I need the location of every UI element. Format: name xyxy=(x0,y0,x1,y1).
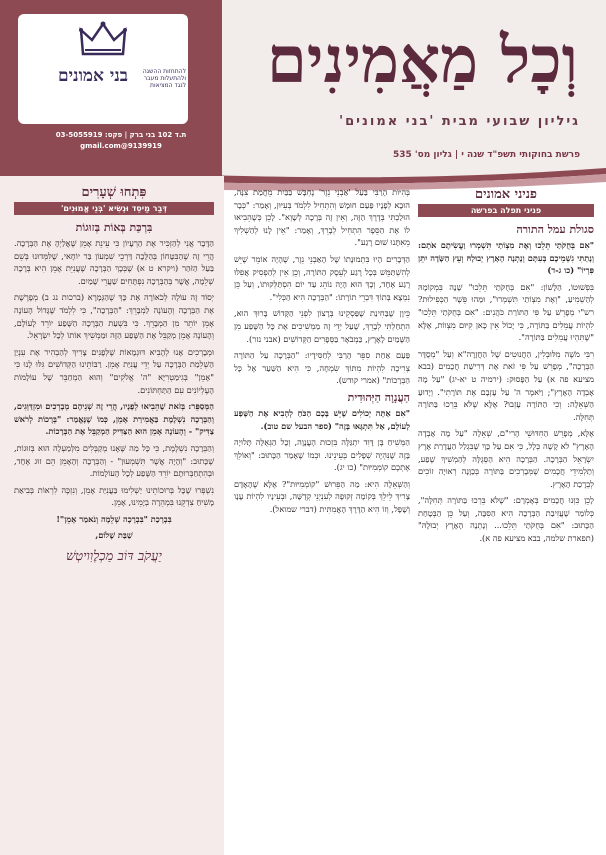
logo xyxy=(18,14,188,124)
contact-info xyxy=(28,130,214,152)
crown-icon xyxy=(78,20,128,60)
paragraph: כֵּיוָן שֶׁבַּחִינַת שֶׁפַּסְקֵינוּ בְּרָצוֹן לִפְנֵי הַקָּדוֹשׁ בָּרוּךְ הוּא, הִתְחַלְתִּי לְבָרֵךְ, שֶׁעַל יְדֵי זֶה מַמְשִׁיכִים אֶת כָּל הַשֶּׁפַע מִן הַשָּׁמַיִם לָאָרֶץ, כַּמְבֹאָר בַּסְּפָרִים הַקְּדוֹשִׁים (אבני נזר). xyxy=(234,308,410,344)
paragraph: "אִם אַתָּה יְכוֹלִים שֶׁיֵּשׁ בָּכֶם הַכֹּחַ לְהָבִיא אֶת הַשֶּׁפַע לָעוֹלָם, אַל תִּתְגָּאוּ בָּזֶה" (ספר הבעל שם טוב). xyxy=(234,407,410,431)
column-left xyxy=(0,176,224,855)
section-title: פִּתְחוּ שְׁעָרִים xyxy=(81,185,147,200)
paragraph: לָכֵן כִּוְּנוּ חֲכָמִים בְּאָמְרָם: "שֶׁלֹּא בֵּרְכוּ בַּתּוֹרָה תְּחִלָּה", כְּלוֹמַר שֶׁעֲזִיבַת הַבְּרָכָה הִיא הַסִּבָּה, וְעַל כֵּן הַבְּטָחַת הַכָּתוּב: "אִם בְּחֻקֹּתַי תֵּלֵכוּ... וְנָתְנָה הָאָרֶץ יְבוּלָהּ" (תפארת שלמה, בבא מציעא פה א). xyxy=(418,495,594,544)
paragraph: הַדְּבָרִים הָיוּ בִּתְמוּנָתוֹ שֶׁל הָאַבְנֵי נֵזֶר, שֶׁהָיָה אוֹמֵר שֶׁיֵּשׁ לְהִשְׁתַּמֵּשׁ בְּכָל רֶגַע לְעֵסֶק הַתּוֹרָה, וְכֵן אֵין לְהַפְסִיק אֲפִלּוּ רֶגַע אֶחָד, וְכָךְ הוּא הָיָה נוֹהֵג עַד יוֹם הִסְתַּלְּקוּתוֹ, וְעַל כֵּן נִמְצָא בְּתוֹךְ דִּבְרֵי תוֹרָתוֹ: "הַבְּרָכָה הִיא הַכְּלִי". xyxy=(234,253,410,302)
paragraph: וּמְבָרְכִים אָנוּ לְהָבִיא דּוּגְמָאוֹת שֶׁלְּפָנִים צָרִיךְ לְהַבְהִיר אֶת עִנְיַן הַשְׁלֵמַת הַבְּרָכָה עַל יְדֵי עֲנִיַּת אָמֵן. רַבּוֹתֵינוּ הַקְּדוֹשִׁים גִּלּוּ לָנוּ כִּי "אָמֵן" בְּגִימַטְרִיָּא "ה' אֱלֹקִים" וְהוּא הַמְחַבֵּר שֶׁל עוֹלָמוֹת הָעֶלְיוֹנִים עִם הַתַּחְתּוֹנִים. xyxy=(14,346,214,395)
paragraph: "אִם בְּחֻקֹּתַי תֵּלֵכוּ וְאֶת מִצְוֹתַי תִּשְׁמְרוּ וַעֲשִׂיתֶם אֹתָם: וְנָתַתִּי גִשְׁמֵיכֶם בְּעִתָּם וְנָתְנָה הָאָרֶץ יְבוּלָהּ וְעֵץ הַשָּׂדֶה יִתֵּן פִּרְיוֹ" (כו ג-ד) xyxy=(418,240,594,276)
paragraph: יְסוֹד זֶה עוֹלֶה לְכֹאוֹרָה אֶת כָּךְ שֶׁהַגְּמָרָא (ברכות נג ב) מְפָרֶשֶׁת אֶת הַבְּרָכָה וְהָעוֹנֶה לַמְבָרֵךְ: "הַבְּרָכָה", כִּי לִלְמֹד שֶׁגָּדוֹל הָעוֹנֶה אָמֵן יוֹתֵר מִן הַמְבָרֵךְ. כִּי בִּשְׁעַת הַבְּרָכָה הַשֶּׁפַע יוֹרֵד לָעוֹלָם, וְהָעוֹנֶה אָמֵן מְקַבֵּל אֶת הַשֶּׁפַע הַזֶּה וּמַמְשִׁיךְ אוֹתוֹ לְכָל יִשְׂרָאֵל. xyxy=(14,292,214,341)
article-heading: בִּרְכַּת בְּאוֹת בְּזוּגוֹת xyxy=(75,221,153,234)
logo-tagline: להתחזות ההשגה ולהתעלות מעבר לנגד המציאות xyxy=(142,68,186,89)
section-band: דְּבַר מַיסֵד וּנְשִׂיא 'בְּנֵי אֱמוּנִים' xyxy=(14,202,214,215)
contact-email[interactable]: 9139919@gmail.com xyxy=(80,142,162,150)
column-right xyxy=(418,186,594,846)
masthead-subtitle: גיליון שבועי מבית 'בני אמונים' xyxy=(339,114,580,129)
masthead xyxy=(248,16,578,110)
paragraph: וְהַבְּרָכָה נִשְׁלֶמֶת, כִּי כָּל מַה שֶּׁאָנוּ מְקַבְּלִים מִלְּמַעְלָה הוּא בְּזוּגוֹת, שֶׁכָּתוּב: "וְהָיָה אֲשֶׁר תִּשְׁמְעוּן" - וְהַבְּרָכָה וְהָאָמֵן הֵם זוּג אֶחָד, וּבְהִתְחַבְּרוּתָם יוֹרֵד הַשֶּׁפַע לְכָל הָעוֹלָמוֹת. xyxy=(14,442,214,479)
issue-line: פרשת בחוקותי תשפ"ד שנה י | גליון מס' 535 xyxy=(392,150,580,160)
paragraph: נִשְׁפְּרוּ שֶׁכָּל בְּרוּכוֹתֵינוּ יַשְׁלִימוּ בַּעֲנִיַּת אָמֵן, וְנִזְכֶּה לִרְאוֹת בְּבִיאַת מָשִׁיחַ צִדְקֵנוּ בִּמְהֵרָה בְיָמֵינוּ, אָמֵן. xyxy=(14,484,214,508)
greeting: שַׁבַּת שָׁלוֹם, xyxy=(95,530,133,541)
paragraph: אֶלָּא, מְפָרֵשׁ הַחִדּוּשֵׁי הָרִי"ם, שְׁאֵלָה "עַל מָה אָבְדָה הָאָרֶץ" לֹא קָשָׁה כְּלָל, כִּי אִם עַל כָּךְ שֶׁבִּגְלַל הַעֲדָרַת אֶרֶץ יִשְׂרָאֵל הַבְּרָכָה. הַבְּרָכָה הִיא הַסְּגֻלָּה לְהַמְשִׁיךְ שֶׁפַע, וְתַלְמִידֵי חֲכָמִים שֶׁמְּבָרְכִים בַּתּוֹרָה בְּכַוָּנָה רְאוּיָה זוֹכִים לְבְרָכַת הָאָרֶץ. xyxy=(418,428,594,489)
column-middle xyxy=(234,186,410,846)
masthead-title: וְכָל מַאֲמִינִים xyxy=(266,23,578,98)
paragraph: בִּפְשׁוּטוֹ, הַלָּשׁוֹן: "אִם בְּחֻקֹּתַי תֵּלֵכוּ" שָׁנָה בִּמְקוֹמָהּ לְהַשְׁמִיעַ, "וְאֶת מִצְוֹתַי תִּשְׁמְרוּ", וּמַהוּ פֵּשֶׁר הַכְּפִילוּת? רש"י מְפָרֵשׁ עַל פִּי הַתּוֹרַת כֹּהֲנִים: "אִם בְּחֻקֹּתַי תֵּלֵכוּ" לִהְיוֹת עֲמֵלִים בַּתּוֹרָה, כִּי יָכוֹל אֵין כָּאן קִיּוּם מִצְווֹת, אֶלָּא "שֶׁתִּהְיוּ עֲמֵלִים בַּתּוֹרָה". xyxy=(418,281,594,343)
paragraph: הַמְּסַפֵּר: בְּזֹאת שֶׁהֵבִיאוּ לְפָנָיו, הֲרֵי זֶה שְׁנֵיהֶם מְבָרְכִים וּמִזְדַּוְּגִים, וְהַבְּרָכָה נִשְׁלֶמֶת בַּאֲמִירַת אָמֵן, כְּמוֹ שֶׁנֶּאֱמַר: "בְּרָכוֹת לְרֹאשׁ צַדִּיק" - וְהָעוֹנֶה אָמֵן הוּא הַצַּדִּיק הַמְקַבֵּל אֶת הַבְּרָכוֹת. xyxy=(14,401,214,437)
signature: יַעֲקֹב דּוֹב מַכְלֶוִויטְשׁ xyxy=(66,549,162,565)
contact-phone: ת.ד 102 בני ברק | פקס: 03-5055919 xyxy=(55,131,187,139)
paragraph: רִבִּי מֹשֶׁה מִלּוּבְלִין, הַחֲנוּטִים שֶׁל הַחֲזָרָה"א וְעַל "מְסֻדָּר הַבְּרָכָה", מְפָרֵשׁ עַל פִּי זֹאת אֶת דְּרִישַׁת חֲכָמִים (בבא מציעא פה א) עַל הַפָּסוּק: (ירמיה ט יא-יג) "עַל מָה אָבְדָה הָאָרֶץ"; וַיֹּאמֶר ה' עַל עָזְבָם אֶת תּוֹרָתִי". וְיָדוּעַ הַשְּׁאֵלָה: וְכִי הַתּוֹרָה עָזְבוּ? אֶלָּא שֶׁלֹּא בֵּרְכוּ בַּתּוֹרָה תְּחִלָּה. xyxy=(418,348,594,422)
section-band: פניני תפלה בפרשה xyxy=(418,204,594,217)
section-title: פניני אמונים xyxy=(475,187,537,202)
paragraph: בְּהִיּוֹת הָרַבִּי בַּעַל 'אַבְנֵי נֵזֶר' נֶחְבָּשׁ בַּבַּיִת מֵחֲמַת צִנָּה, הוּבָא לְפָנָיו פַּעַם חוּמָשׁ וְהִתְחִיל לִלְמֹד בְּעִיּוּן, וְאָמַר: "כְּבָר הוּלַכְתִּי בְּדֶרֶךְ הַזֶּה, וְאֵין זֶה בְּרָכָה לְשָׁוְא". לָכֵן כְּשֶׁהֵבִיאוּ לוֹ אֶת הַסֵּפֶר הִתְחִיל לְבָרֵךְ, וְאָמַר: "אֵין לָנוּ לְהַשְׁלִיךְ מֵאִתָּנוּ שׁוּם רֶגַע". xyxy=(234,187,410,248)
logo-name: בני אמונים xyxy=(57,66,129,86)
paragraph: הַמְּשִׁיחַ בֶּן דָּוִד יִתְגַּלֶּה בִּזְכוּת הָעֲנָוָה, וְכָל הַגְּאֻלָּה תָּלוּיָה בָּזֶה שֶׁנִּהְיֶה שְׁפָלִים בְּעֵינֵינוּ. וּכְמוֹ שֶׁאָמַר הַכָּתוּב: "וְאוֹלֵךְ אֶתְכֶם קוֹמְמִיּוּת" (כו יג). xyxy=(234,437,410,473)
article-heading: סגולת עמל התורה xyxy=(516,223,594,236)
paragraph: הַדָּבָר אֲנִי לְהַזְכִּיר אֶת הַרְעָיוֹן כִּי עֵינֵת אָמֵן שֶׁאֲלַיְהָ אֶת הַבְּרָכָה. הֲרֵי זֶה שֶׁהַבִּטָּחוֹן בְּהַלָּכָה דַּרְכֵי שִׁמְעוֹן בַּר יוֹחָאי, שֶׁלִּמְּדוּנוּ בְּשֵׁם בַּעַל הַזֹּהַר (ויקרא ט א) שֶׁבְּכָךְ הַבְּרָכָה שֶׁעֲנִיֵּת אָמֵן הִיא בְּרָכָה שְׁלֵמָה, אֲשֶׁר בְּהַבְּרָכָה נִפְתָּחִים שַׁעֲרֵי שָׁמַיִם. xyxy=(14,238,214,286)
paragraph: פַּעַם אַחַת סִפֵּר הָרַבִּי לְחַסִּידָיו: "הַבְּרָכָה עַל הַתּוֹרָה צְרִיכָה לִהְיוֹת מִתּוֹךְ שִׂמְחָה, כִּי הִיא הַשַּׁעַר אֶל כָּל הַבְּרָכוֹת" (אמרי קודש). xyxy=(234,350,410,386)
closing-line: בִּבְרָכַת "בִּבְרָכָה שְׁלֵמָה וְנֹאמַר אָמֵן"! xyxy=(56,513,172,524)
article-heading: הַעֲנָוָה הַיְּהוּדִית xyxy=(347,390,410,404)
paragraph: וְהַשְּׁאֵלָה הִיא: מַה הַפֵּרוּשׁ "קוֹמְמִיּוּת"? אֶלָּא שֶׁהָאָדָם צָרִיךְ לֵילֵךְ בְּקוֹמָה זְקוּפָה לְעִנְיְנֵי קְדֻשָּׁה, וּבְעֵינָיו לִהְיוֹת עָנָו וְשָׁפָל, וְזוֹ הִיא הַדֶּרֶךְ הָאֲמִתִּית (דברי שמואל). xyxy=(234,478,410,515)
